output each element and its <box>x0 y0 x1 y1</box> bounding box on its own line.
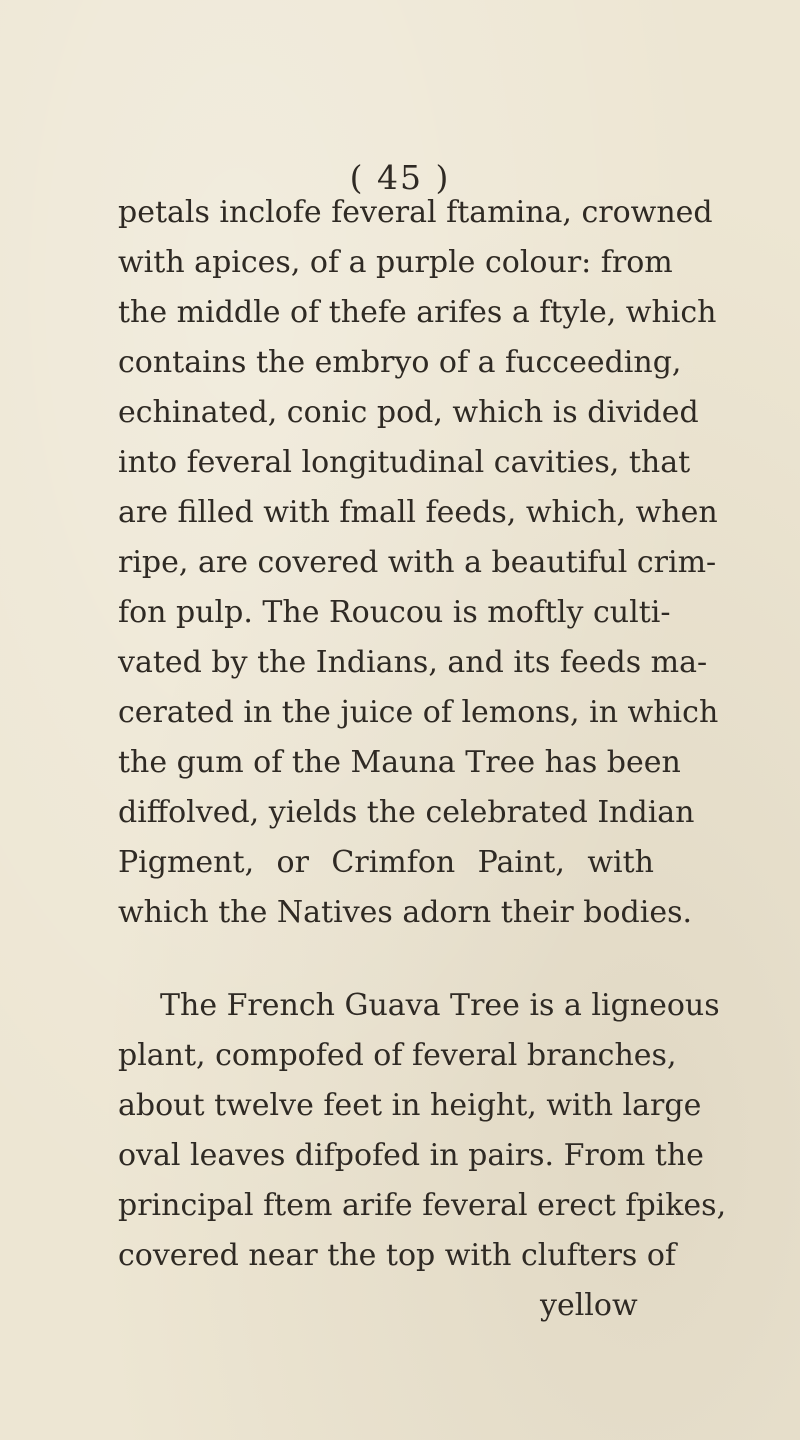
text-line: with apices, of a purple colour: from <box>118 245 673 280</box>
text-line: principal ftem arife feveral erect fpikes, <box>118 1188 727 1223</box>
text-line: about twelve feet in height, with large <box>118 1088 702 1123</box>
text-line: the middle of thefe arifes a ftyle, which <box>118 295 717 330</box>
page-number: ( 45 ) <box>349 158 451 197</box>
text-line: contains the embryo of a fucceeding, <box>118 345 682 380</box>
text-line: plant, compofed of feveral branches, <box>118 1038 677 1073</box>
text-line: cerated in the juice of lemons, in which <box>118 695 719 730</box>
text-line: Pigment, or Crimfon Paint, with <box>118 845 654 880</box>
text-line: are filled with fmall feeds, which, when <box>118 495 718 530</box>
text-line: oval leaves difpofed in pairs. From the <box>118 1138 704 1173</box>
text-line: covered near the top with clufters of <box>118 1238 677 1273</box>
text-line: diffolved, yields the celebrated Indian <box>118 795 695 830</box>
text-line: The French Guava Tree is a ligneous <box>160 988 720 1023</box>
text-line: echinated, conic pod, which is divided <box>118 395 699 430</box>
catchword: yellow <box>540 1288 638 1323</box>
text-line: petals inclofe feveral ftamina, crowned <box>118 195 713 230</box>
text-line: the gum of the Mauna Tree has been <box>118 745 681 780</box>
text-line: into feveral longitudinal cavities, that <box>118 445 691 480</box>
text-line: which the Natives adorn their bodies. <box>118 895 693 930</box>
text-line: vated by the Indians, and its feeds ma- <box>118 645 708 680</box>
text-line: fon pulp. The Roucou is moftly culti- <box>118 595 671 630</box>
text-line: ripe, are covered with a beautiful crim- <box>118 545 717 580</box>
